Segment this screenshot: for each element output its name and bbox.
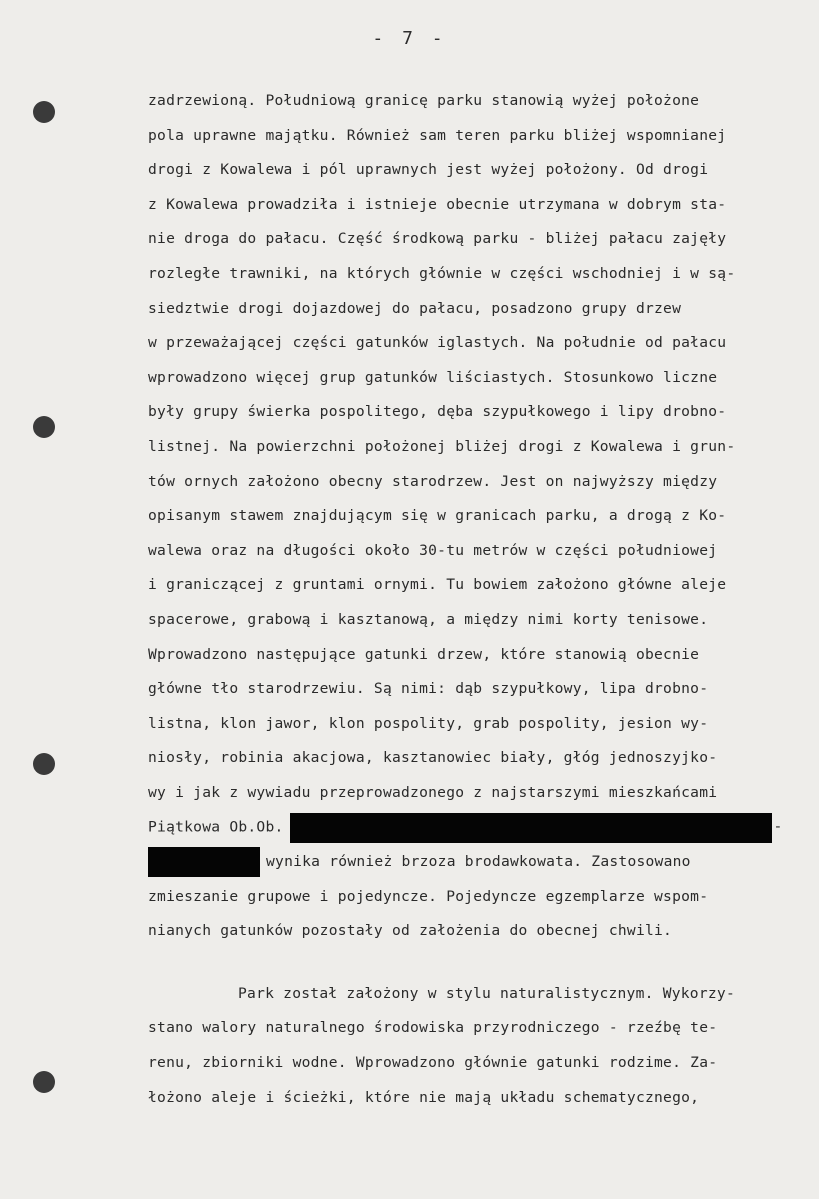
text-line: listna, klon jawor, klon pospolity, grab pospolity, jesion wy- bbox=[148, 714, 709, 732]
text-line: pola uprawne majątku. Również sam teren parku bliżej wspomnianej bbox=[148, 126, 727, 144]
text-line: Wprowadzono następujące gatunki drzew, które stanowią obecnie bbox=[148, 645, 700, 663]
punch-hole bbox=[33, 753, 55, 775]
punch-hole bbox=[33, 101, 55, 123]
text-line: zmieszanie grupowe i pojedyncze. Pojedyncze egzemplarze wspom- bbox=[148, 887, 709, 905]
text-line: drogi z Kowalewa i pól uprawnych jest wyżej położony. Od drogi bbox=[148, 161, 709, 179]
text-line-prefix: Piątkowa Ob.Ob. bbox=[148, 818, 284, 836]
text-line: spacerowe, grabową i kasztanową, a między nimi korty tenisowe. bbox=[148, 610, 709, 628]
text-line: walewa oraz na długości około 30-tu metrów w części południowej bbox=[148, 541, 718, 559]
text-line: w przeważającej części gatunków iglastych. Na południe od pałacu bbox=[148, 334, 727, 352]
text-line: wprowadzono więcej grup gatunków liściastych. Stosunkowo liczne bbox=[148, 368, 718, 386]
text-line: listnej. Na powierzchni położonej bliżej drogi z Kowalewa i grun- bbox=[148, 437, 736, 455]
text-line: łożono aleje i ścieżki, które nie mają układu schematycznego, bbox=[148, 1088, 700, 1106]
text-line-continuation: wynika również brzoza brodawkowata. Zastosowano bbox=[266, 853, 691, 871]
text-line: i graniczącej z gruntami ornymi. Tu bowiem założono główne aleje bbox=[148, 576, 727, 594]
text-line: tów ornych założono obecny starodrzew. Jest on najwyższy między bbox=[148, 472, 718, 490]
paragraph-gap bbox=[148, 949, 798, 977]
page-number: - 7 - bbox=[372, 28, 447, 49]
text-line: główne tło starodrzewiu. Są nimi: dąb szypułkowy, lipa drobno- bbox=[148, 680, 709, 698]
text-line: rozległe trawniki, na których głównie w części wschodniej i w są- bbox=[148, 264, 736, 282]
text-line: opisanym stawem znajdującym się w granicach parku, a drogą z Ko- bbox=[148, 507, 727, 525]
text-line: stano walory naturalnego środowiska przyrodniczego - rzeźbę te- bbox=[148, 1019, 718, 1037]
text-line-suffix: - bbox=[773, 818, 783, 836]
redaction-bar bbox=[290, 813, 772, 843]
text-line: renu, zbiorniki wodne. Wprowadzono głównie gatunki rodzime. Za- bbox=[148, 1054, 718, 1072]
text-line: zadrzewioną. Południową granicę parku stanowią wyżej położone bbox=[148, 92, 700, 109]
text-line: Park został założony w stylu naturalistycznym. Wykorzy- bbox=[238, 984, 735, 1002]
typed-text-body bbox=[148, 84, 798, 1115]
text-line: były grupy świerka pospolitego, dęba szypułkowego i lipy drobno- bbox=[148, 403, 727, 421]
text-line: siedztwie drogi dojazdowej do pałacu, posadzono grupy drzew bbox=[148, 299, 682, 317]
text-line: nie droga do pałacu. Część środkową parku - bliżej pałacu zajęły bbox=[148, 230, 727, 248]
redacted-text-line bbox=[148, 810, 798, 845]
redaction-bar bbox=[148, 847, 260, 877]
redacted-text-line bbox=[148, 845, 798, 880]
text-line: wy i jak z wywiadu przeprowadzonego z najstarszymi mieszkańcami bbox=[148, 783, 718, 801]
punch-hole bbox=[33, 1071, 55, 1093]
text-line: niosły, robinia akacjowa, kasztanowiec biały, głóg jednoszyjko- bbox=[148, 749, 718, 767]
text-line: z Kowalewa prowadziła i istnieje obecnie utrzymana w dobrym sta- bbox=[148, 195, 727, 213]
text-line: nianych gatunków pozostały od założenia do obecnej chwili. bbox=[148, 922, 673, 940]
punch-hole bbox=[33, 416, 55, 438]
